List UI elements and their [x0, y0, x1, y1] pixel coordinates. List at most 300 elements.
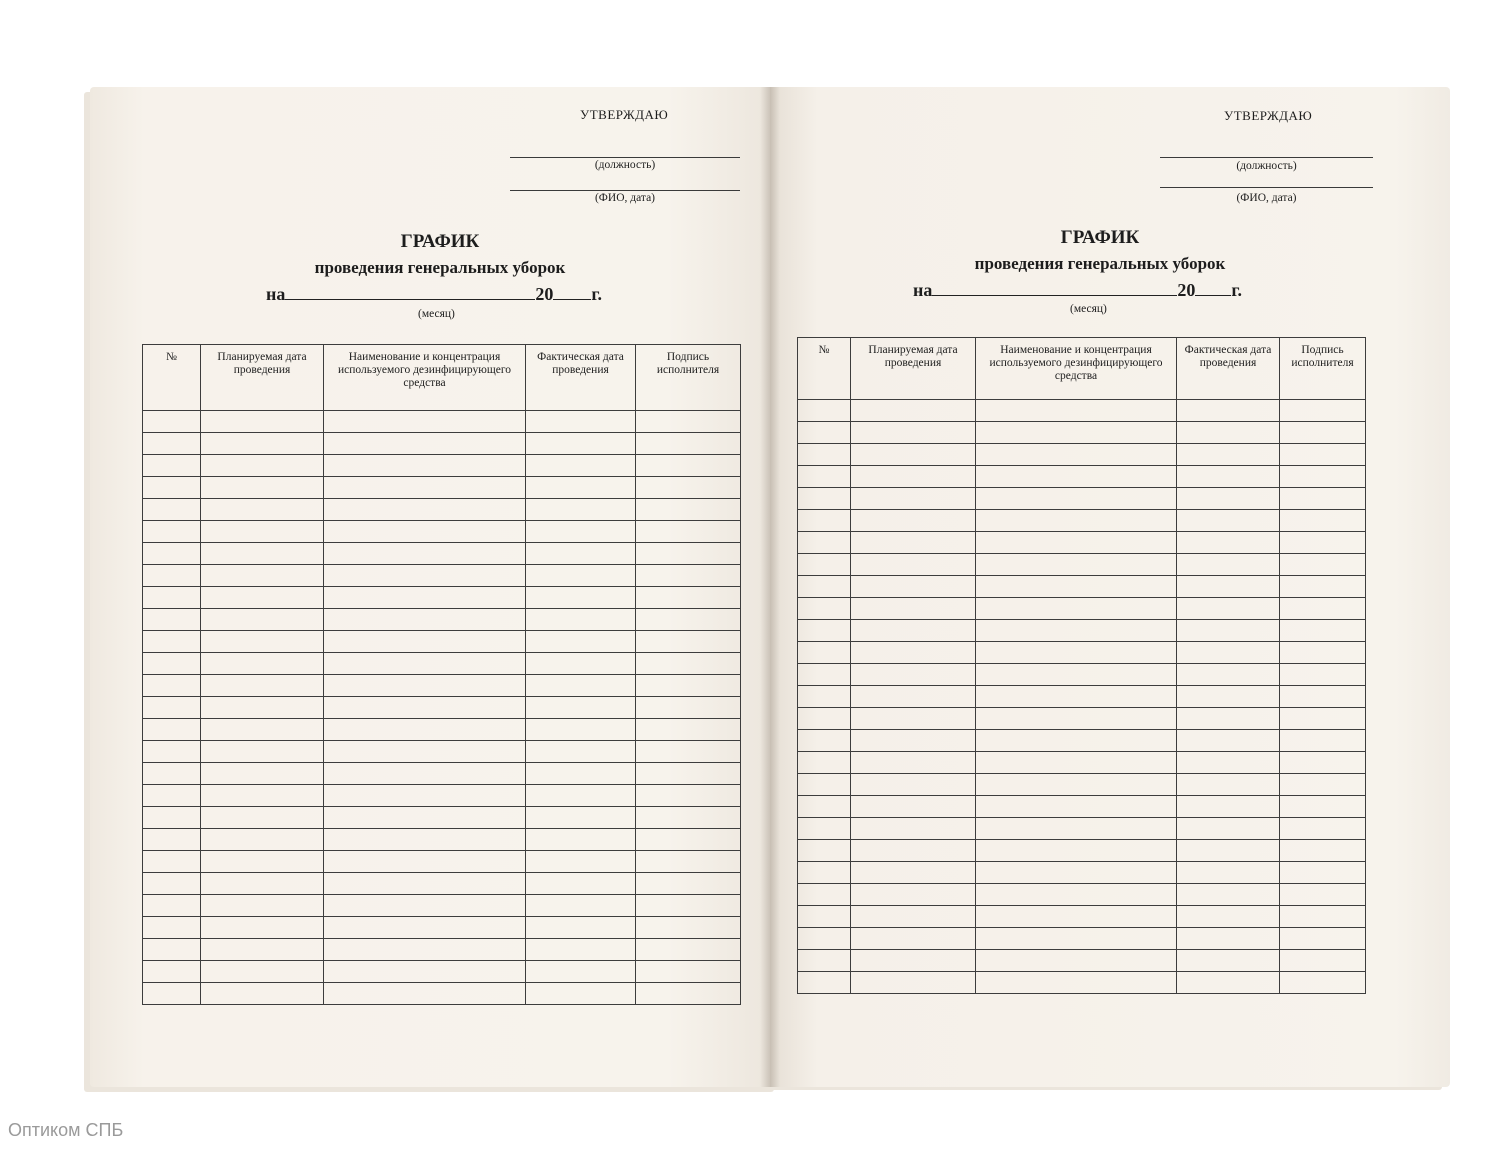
table-cell[interactable]: [798, 510, 851, 532]
table-cell[interactable]: [851, 510, 976, 532]
table-cell[interactable]: [1177, 972, 1280, 994]
table-cell[interactable]: [976, 620, 1177, 642]
table-cell[interactable]: [1177, 620, 1280, 642]
table-cell[interactable]: [976, 422, 1177, 444]
table-cell[interactable]: [526, 455, 636, 477]
table-cell[interactable]: [526, 807, 636, 829]
table-cell[interactable]: [201, 983, 324, 1005]
table-cell[interactable]: [636, 719, 741, 741]
table-cell[interactable]: [798, 400, 851, 422]
table-cell[interactable]: [851, 862, 976, 884]
document-subtitle: проведения генеральных уборок: [314, 258, 566, 277]
table-cell[interactable]: [526, 411, 636, 433]
table-row: [798, 796, 1366, 818]
table-cell[interactable]: [851, 840, 976, 862]
table-cell[interactable]: [324, 697, 526, 719]
column-header: Подпись исполнителя: [636, 345, 741, 411]
table-cell[interactable]: [1280, 576, 1366, 598]
table-cell[interactable]: [324, 455, 526, 477]
table-cell[interactable]: [851, 884, 976, 906]
table-cell[interactable]: [143, 543, 201, 565]
table-cell[interactable]: [526, 741, 636, 763]
table-cell[interactable]: [636, 939, 741, 961]
column-header: Наименование и концентрация используемого дезинфицирующего средства: [324, 345, 526, 411]
table-cell[interactable]: [1177, 642, 1280, 664]
table-cell[interactable]: [851, 444, 976, 466]
table-cell[interactable]: [526, 917, 636, 939]
table-cell[interactable]: [1280, 730, 1366, 752]
table-cell[interactable]: [143, 939, 201, 961]
table-cell[interactable]: [636, 543, 741, 565]
table-cell[interactable]: [976, 554, 1177, 576]
table-cell[interactable]: [636, 851, 741, 873]
table-cell[interactable]: [636, 675, 741, 697]
table-cell[interactable]: [851, 972, 976, 994]
table-cell[interactable]: [851, 664, 976, 686]
table-cell[interactable]: [143, 631, 201, 653]
table-cell[interactable]: [636, 785, 741, 807]
table-cell[interactable]: [976, 906, 1177, 928]
table-cell[interactable]: [851, 796, 976, 818]
table-cell[interactable]: [798, 752, 851, 774]
table-cell[interactable]: [1177, 444, 1280, 466]
table-cell[interactable]: [526, 697, 636, 719]
table-cell[interactable]: [976, 862, 1177, 884]
table-cell[interactable]: [798, 444, 851, 466]
table-cell[interactable]: [1280, 510, 1366, 532]
table-cell[interactable]: [324, 521, 526, 543]
table-cell[interactable]: [798, 796, 851, 818]
table-cell[interactable]: [636, 873, 741, 895]
table-cell[interactable]: [851, 488, 976, 510]
table-cell[interactable]: [798, 642, 851, 664]
table-cell[interactable]: [324, 543, 526, 565]
table-cell[interactable]: [324, 807, 526, 829]
table-cell[interactable]: [798, 598, 851, 620]
table-cell[interactable]: [526, 873, 636, 895]
table-cell[interactable]: [324, 741, 526, 763]
table-cell[interactable]: [526, 565, 636, 587]
table-cell[interactable]: [1280, 840, 1366, 862]
table-cell[interactable]: [201, 565, 324, 587]
table-cell[interactable]: [1280, 972, 1366, 994]
table-cell[interactable]: [201, 785, 324, 807]
table-cell[interactable]: [526, 609, 636, 631]
table-cell[interactable]: [636, 917, 741, 939]
table-row: [143, 917, 741, 939]
table-cell[interactable]: [201, 675, 324, 697]
table-cell[interactable]: [1177, 576, 1280, 598]
table-cell[interactable]: [976, 466, 1177, 488]
table-cell[interactable]: [798, 576, 851, 598]
table-cell[interactable]: [324, 983, 526, 1005]
table-cell[interactable]: [1177, 818, 1280, 840]
table-cell[interactable]: [798, 708, 851, 730]
table-cell[interactable]: [201, 741, 324, 763]
table-cell[interactable]: [324, 477, 526, 499]
table-cell[interactable]: [143, 741, 201, 763]
table-cell[interactable]: [636, 983, 741, 1005]
table-cell[interactable]: [636, 697, 741, 719]
table-cell[interactable]: [324, 829, 526, 851]
table-cell[interactable]: [143, 961, 201, 983]
table-cell[interactable]: [976, 730, 1177, 752]
table-cell[interactable]: [976, 664, 1177, 686]
table-cell[interactable]: [1280, 884, 1366, 906]
table-cell[interactable]: [1177, 730, 1280, 752]
table-cell[interactable]: [851, 576, 976, 598]
table-cell[interactable]: [201, 587, 324, 609]
table-cell[interactable]: [1177, 884, 1280, 906]
table-cell[interactable]: [798, 972, 851, 994]
table-cell[interactable]: [976, 708, 1177, 730]
table-cell[interactable]: [201, 939, 324, 961]
column-header: Планируемая дата проведения: [851, 338, 976, 400]
table-cell[interactable]: [201, 609, 324, 631]
table-cell[interactable]: [976, 444, 1177, 466]
table-cell[interactable]: [143, 895, 201, 917]
table-row: [143, 895, 741, 917]
table-cell[interactable]: [143, 763, 201, 785]
table-cell[interactable]: [636, 587, 741, 609]
table-cell[interactable]: [1177, 906, 1280, 928]
table-cell[interactable]: [526, 433, 636, 455]
table-row: [143, 939, 741, 961]
table-cell[interactable]: [798, 928, 851, 950]
table-cell[interactable]: [1177, 840, 1280, 862]
table-cell[interactable]: [636, 763, 741, 785]
table-cell[interactable]: [1280, 906, 1366, 928]
table-cell[interactable]: [143, 433, 201, 455]
table-row: [798, 598, 1366, 620]
table-cell[interactable]: [851, 422, 976, 444]
table-row: [798, 950, 1366, 972]
table-cell[interactable]: [143, 851, 201, 873]
table-cell[interactable]: [1280, 796, 1366, 818]
table-cell[interactable]: [636, 631, 741, 653]
table-cell[interactable]: [1280, 664, 1366, 686]
table-cell[interactable]: [526, 939, 636, 961]
table-cell[interactable]: [324, 609, 526, 631]
table-cell[interactable]: [1177, 510, 1280, 532]
table-cell[interactable]: [798, 950, 851, 972]
table-cell[interactable]: [851, 752, 976, 774]
table-cell[interactable]: [636, 521, 741, 543]
table-cell[interactable]: [526, 543, 636, 565]
table-cell[interactable]: [143, 785, 201, 807]
period-prefix: на: [913, 280, 933, 300]
table-cell[interactable]: [976, 576, 1177, 598]
table-cell[interactable]: [636, 477, 741, 499]
table-cell[interactable]: [143, 873, 201, 895]
table-cell[interactable]: [1280, 642, 1366, 664]
table-cell[interactable]: [798, 532, 851, 554]
table-cell[interactable]: [324, 499, 526, 521]
table-cell[interactable]: [143, 983, 201, 1005]
table-cell[interactable]: [1280, 950, 1366, 972]
table-cell[interactable]: [976, 972, 1177, 994]
table-cell[interactable]: [324, 411, 526, 433]
table-cell[interactable]: [1177, 466, 1280, 488]
table-cell[interactable]: [526, 851, 636, 873]
table-cell[interactable]: [324, 587, 526, 609]
table-cell[interactable]: [851, 730, 976, 752]
table-cell[interactable]: [851, 708, 976, 730]
table-cell[interactable]: [636, 609, 741, 631]
table-cell[interactable]: [798, 818, 851, 840]
table-cell[interactable]: [976, 950, 1177, 972]
table-cell[interactable]: [324, 433, 526, 455]
table-cell[interactable]: [526, 983, 636, 1005]
table-cell[interactable]: [851, 906, 976, 928]
table-cell[interactable]: [798, 774, 851, 796]
table-cell[interactable]: [526, 895, 636, 917]
table-cell[interactable]: [324, 939, 526, 961]
table-cell[interactable]: [976, 818, 1177, 840]
table-cell[interactable]: [636, 499, 741, 521]
table-cell[interactable]: [798, 554, 851, 576]
table-cell[interactable]: [143, 499, 201, 521]
table-cell[interactable]: [526, 785, 636, 807]
table-cell[interactable]: [1280, 928, 1366, 950]
table-cell[interactable]: [324, 895, 526, 917]
table-cell[interactable]: [976, 884, 1177, 906]
table-cell[interactable]: [798, 488, 851, 510]
table-cell[interactable]: [201, 697, 324, 719]
table-cell[interactable]: [636, 455, 741, 477]
cleaning-schedule-table: [142, 344, 741, 1005]
table-cell[interactable]: [143, 411, 201, 433]
table-row: [143, 609, 741, 631]
table-cell[interactable]: [636, 807, 741, 829]
approve-label: УТВЕРЖДАЮ: [1224, 108, 1313, 123]
table-cell[interactable]: [143, 675, 201, 697]
table-row: [798, 642, 1366, 664]
table-cell[interactable]: [526, 675, 636, 697]
table-cell[interactable]: [324, 631, 526, 653]
document-title: ГРАФИК: [1060, 227, 1140, 248]
table-row: [798, 928, 1366, 950]
table-cell[interactable]: [201, 499, 324, 521]
table-cell[interactable]: [143, 565, 201, 587]
table-cell[interactable]: [201, 829, 324, 851]
table-cell[interactable]: [851, 532, 976, 554]
table-cell[interactable]: [143, 829, 201, 851]
table-cell[interactable]: [324, 961, 526, 983]
table-cell[interactable]: [201, 917, 324, 939]
table-row: [143, 763, 741, 785]
table-cell[interactable]: [851, 950, 976, 972]
table-cell[interactable]: [1177, 598, 1280, 620]
table-cell[interactable]: [324, 653, 526, 675]
table-cell[interactable]: [201, 477, 324, 499]
table-cell[interactable]: [1177, 422, 1280, 444]
table-cell[interactable]: [324, 873, 526, 895]
table-cell[interactable]: [1177, 796, 1280, 818]
table-cell[interactable]: [1280, 444, 1366, 466]
table-cell[interactable]: [1177, 774, 1280, 796]
table-cell[interactable]: [851, 818, 976, 840]
table-cell[interactable]: [526, 653, 636, 675]
table-cell[interactable]: [636, 433, 741, 455]
table-cell[interactable]: [976, 510, 1177, 532]
table-cell[interactable]: [143, 917, 201, 939]
table-cell[interactable]: [143, 521, 201, 543]
table-cell[interactable]: [1280, 752, 1366, 774]
table-cell[interactable]: [143, 653, 201, 675]
table-cell[interactable]: [324, 763, 526, 785]
table-cell[interactable]: [1280, 598, 1366, 620]
table-row: [798, 708, 1366, 730]
table-cell[interactable]: [851, 554, 976, 576]
table-row: [143, 499, 741, 521]
table-cell[interactable]: [1177, 488, 1280, 510]
table-cell[interactable]: [201, 873, 324, 895]
column-header: Фактическая дата проведения: [526, 345, 636, 411]
table-cell[interactable]: [1280, 466, 1366, 488]
table-cell[interactable]: [1280, 818, 1366, 840]
table-cell[interactable]: [636, 895, 741, 917]
table-cell[interactable]: [976, 400, 1177, 422]
table-cell[interactable]: [976, 686, 1177, 708]
table-cell[interactable]: [1280, 862, 1366, 884]
table-cell[interactable]: [1280, 554, 1366, 576]
table-cell[interactable]: [201, 961, 324, 983]
table-cell[interactable]: [201, 851, 324, 873]
table-cell[interactable]: [201, 521, 324, 543]
table-cell[interactable]: [636, 653, 741, 675]
table-cell[interactable]: [526, 477, 636, 499]
position-caption: (должность): [1236, 160, 1297, 172]
table-cell[interactable]: [1280, 400, 1366, 422]
table-cell[interactable]: [201, 807, 324, 829]
table-cell[interactable]: [201, 763, 324, 785]
table-cell[interactable]: [1177, 928, 1280, 950]
table-cell[interactable]: [798, 884, 851, 906]
table-cell[interactable]: [143, 477, 201, 499]
table-cell[interactable]: [976, 488, 1177, 510]
document-subtitle: проведения генеральных уборок: [974, 254, 1226, 273]
table-cell[interactable]: [851, 620, 976, 642]
table-cell[interactable]: [1280, 620, 1366, 642]
table-cell[interactable]: [526, 521, 636, 543]
table-cell[interactable]: [636, 961, 741, 983]
table-row: [798, 840, 1366, 862]
table-cell[interactable]: [201, 653, 324, 675]
table-cell[interactable]: [798, 620, 851, 642]
table-cell[interactable]: [526, 587, 636, 609]
table-cell[interactable]: [798, 906, 851, 928]
table-cell[interactable]: [798, 862, 851, 884]
table-cell[interactable]: [636, 829, 741, 851]
table-cell[interactable]: [201, 411, 324, 433]
table-cell[interactable]: [851, 466, 976, 488]
table-cell[interactable]: [976, 928, 1177, 950]
table-cell[interactable]: [1177, 752, 1280, 774]
table-cell[interactable]: [1280, 686, 1366, 708]
table-cell[interactable]: [1280, 488, 1366, 510]
table-cell[interactable]: [526, 719, 636, 741]
table-cell[interactable]: [143, 697, 201, 719]
table-cell[interactable]: [798, 664, 851, 686]
table-cell[interactable]: [201, 895, 324, 917]
table-cell[interactable]: [1177, 532, 1280, 554]
table-cell[interactable]: [976, 642, 1177, 664]
table-cell[interactable]: [526, 499, 636, 521]
table-cell[interactable]: [1177, 664, 1280, 686]
table-cell[interactable]: [976, 532, 1177, 554]
table-cell[interactable]: [636, 741, 741, 763]
table-cell[interactable]: [143, 609, 201, 631]
table-cell[interactable]: [324, 675, 526, 697]
table-cell[interactable]: [851, 642, 976, 664]
table-cell[interactable]: [324, 851, 526, 873]
table-cell[interactable]: [1280, 422, 1366, 444]
table-cell[interactable]: [143, 807, 201, 829]
table-cell[interactable]: [798, 422, 851, 444]
table-cell[interactable]: [1177, 400, 1280, 422]
column-header: №: [798, 338, 851, 400]
table-cell[interactable]: [201, 631, 324, 653]
table-cell[interactable]: [1177, 950, 1280, 972]
table-cell[interactable]: [324, 565, 526, 587]
table-cell[interactable]: [851, 928, 976, 950]
table-cell[interactable]: [201, 719, 324, 741]
table-cell[interactable]: [526, 631, 636, 653]
table-cell[interactable]: [1177, 862, 1280, 884]
table-cell[interactable]: [324, 719, 526, 741]
table-cell[interactable]: [976, 774, 1177, 796]
table-cell[interactable]: [851, 774, 976, 796]
table-row: [143, 851, 741, 873]
table-cell[interactable]: [976, 840, 1177, 862]
table-cell[interactable]: [143, 455, 201, 477]
table-cell[interactable]: [851, 598, 976, 620]
table-cell[interactable]: [526, 829, 636, 851]
table-cell[interactable]: [851, 686, 976, 708]
watermark: Оптиком СПБ: [8, 1120, 124, 1140]
table-row: [798, 532, 1366, 554]
table-cell[interactable]: [201, 433, 324, 455]
table-cell[interactable]: [636, 565, 741, 587]
table-cell[interactable]: [201, 455, 324, 477]
table-cell[interactable]: [851, 400, 976, 422]
table-cell[interactable]: [636, 411, 741, 433]
period-year: 20: [535, 284, 554, 304]
table-cell[interactable]: [798, 686, 851, 708]
table-cell[interactable]: [324, 917, 526, 939]
table-row: [798, 884, 1366, 906]
table-cell[interactable]: [1177, 708, 1280, 730]
table-cell[interactable]: [143, 587, 201, 609]
table-cell[interactable]: [798, 840, 851, 862]
table-cell[interactable]: [143, 719, 201, 741]
table-cell[interactable]: [1177, 554, 1280, 576]
table-cell[interactable]: [976, 796, 1177, 818]
table-cell[interactable]: [976, 752, 1177, 774]
table-cell[interactable]: [1280, 774, 1366, 796]
table-cell[interactable]: [798, 466, 851, 488]
table-cell[interactable]: [1177, 686, 1280, 708]
table-cell[interactable]: [1280, 532, 1366, 554]
table-cell[interactable]: [1280, 708, 1366, 730]
table-cell[interactable]: [798, 730, 851, 752]
table-cell[interactable]: [526, 961, 636, 983]
table-cell[interactable]: [526, 763, 636, 785]
table-cell[interactable]: [324, 785, 526, 807]
table-cell[interactable]: [201, 543, 324, 565]
table-cell[interactable]: [976, 598, 1177, 620]
